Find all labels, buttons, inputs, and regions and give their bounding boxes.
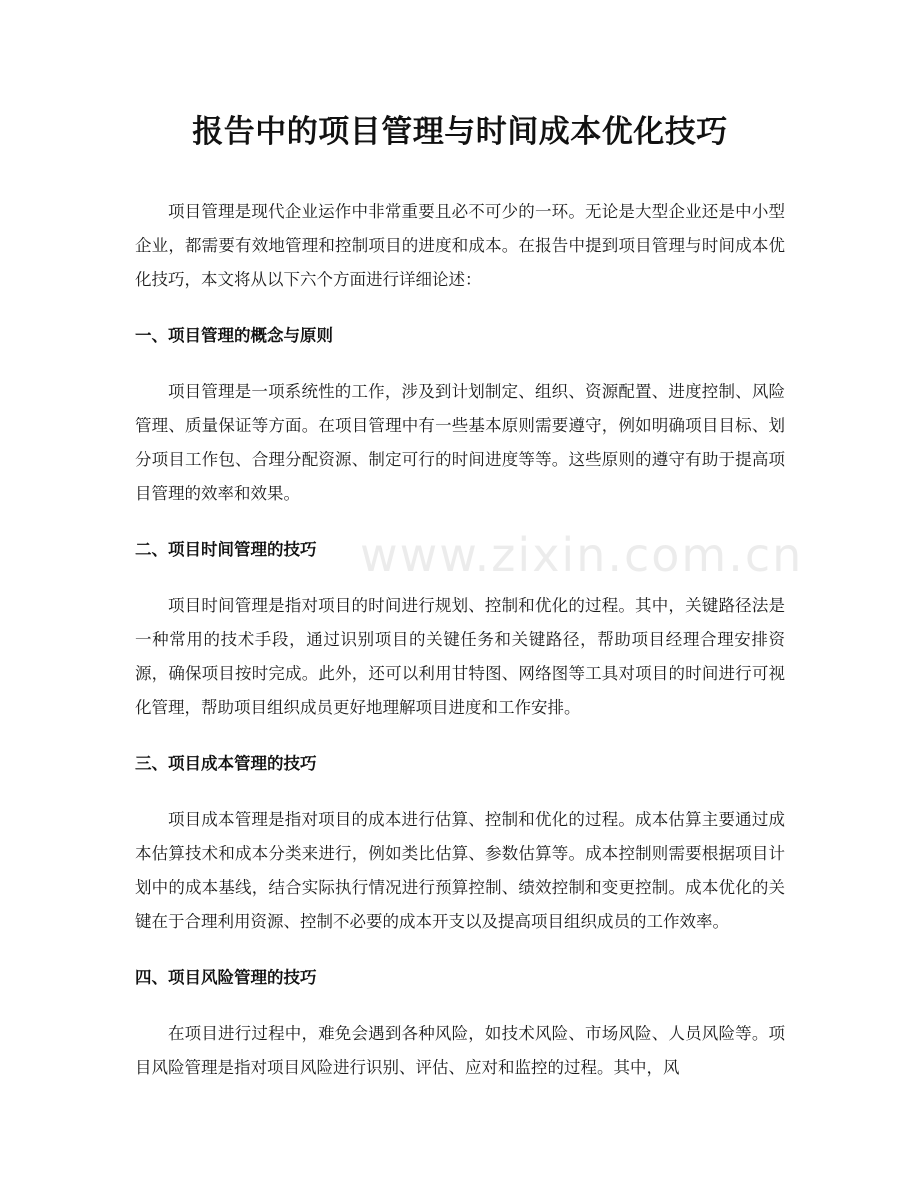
section-heading-4: 四、项目风险管理的技巧 — [135, 968, 317, 987]
intro-paragraph: 项目管理是现代企业运作中非常重要且必不可少的一环。无论是大型企业还是中小型企业，都需要有效地管理和控制项目的进度和成本。在报告中提到项目管理与时间成本优化技巧，本文将从以下六个方面进行详细论述： — [135, 202, 785, 289]
section-body-1: 项目管理是一项系统性的工作，涉及到计划制定、组织、资源配置、进度控制、风险管理、质量保证等方面。在项目管理中有一些基本原则需要遵守，例如明确项目目标、划分项目工作包、合理分配资源、制定可行的时间进度等等。这些原则的遵守有助于提高项目管理的效率和效果。 — [135, 382, 785, 503]
watermark: www.zixin.com.cn — [360, 528, 804, 582]
section-heading-2: 二、项目时间管理的技巧 — [135, 540, 317, 559]
section-body-2: 项目时间管理是指对项目的时间进行规划、控制和优化的过程。其中，关键路径法是一种常用的技术手段，通过识别项目的关键任务和关键路径，帮助项目经理合理安排资源，确保项目按时完成。此外，还可以利用甘特图、网络图等工具对项目的时间进行可视化管理，帮助项目组织成员更好地理解项目进度和工作安排。 — [135, 596, 785, 717]
section-heading-3: 三、项目成本管理的技巧 — [135, 754, 317, 773]
section-body-4: 在项目进行过程中，难免会遇到各种风险，如技术风险、市场风险、人员风险等。项目风险管理是指对项目风险进行识别、评估、应对和监控的过程。其中，风 — [135, 1024, 785, 1077]
section-body-3: 项目成本管理是指对项目的成本进行估算、控制和优化的过程。成本估算主要通过成本估算技术和成本分类来进行，例如类比估算、参数估算等。成本控制则需要根据项目计划中的成本基线，结合实际执行情况进行预算控制、绩效控制和变更控制。成本优化的关键在于合理利用资源、控制不必要的成本开支以及提高项目组织成员的工作效率。 — [135, 810, 785, 931]
document-title: 报告中的项目管理与时间成本优化技巧 — [192, 114, 728, 150]
section-heading-1: 一、项目管理的概念与原则 — [135, 326, 333, 345]
